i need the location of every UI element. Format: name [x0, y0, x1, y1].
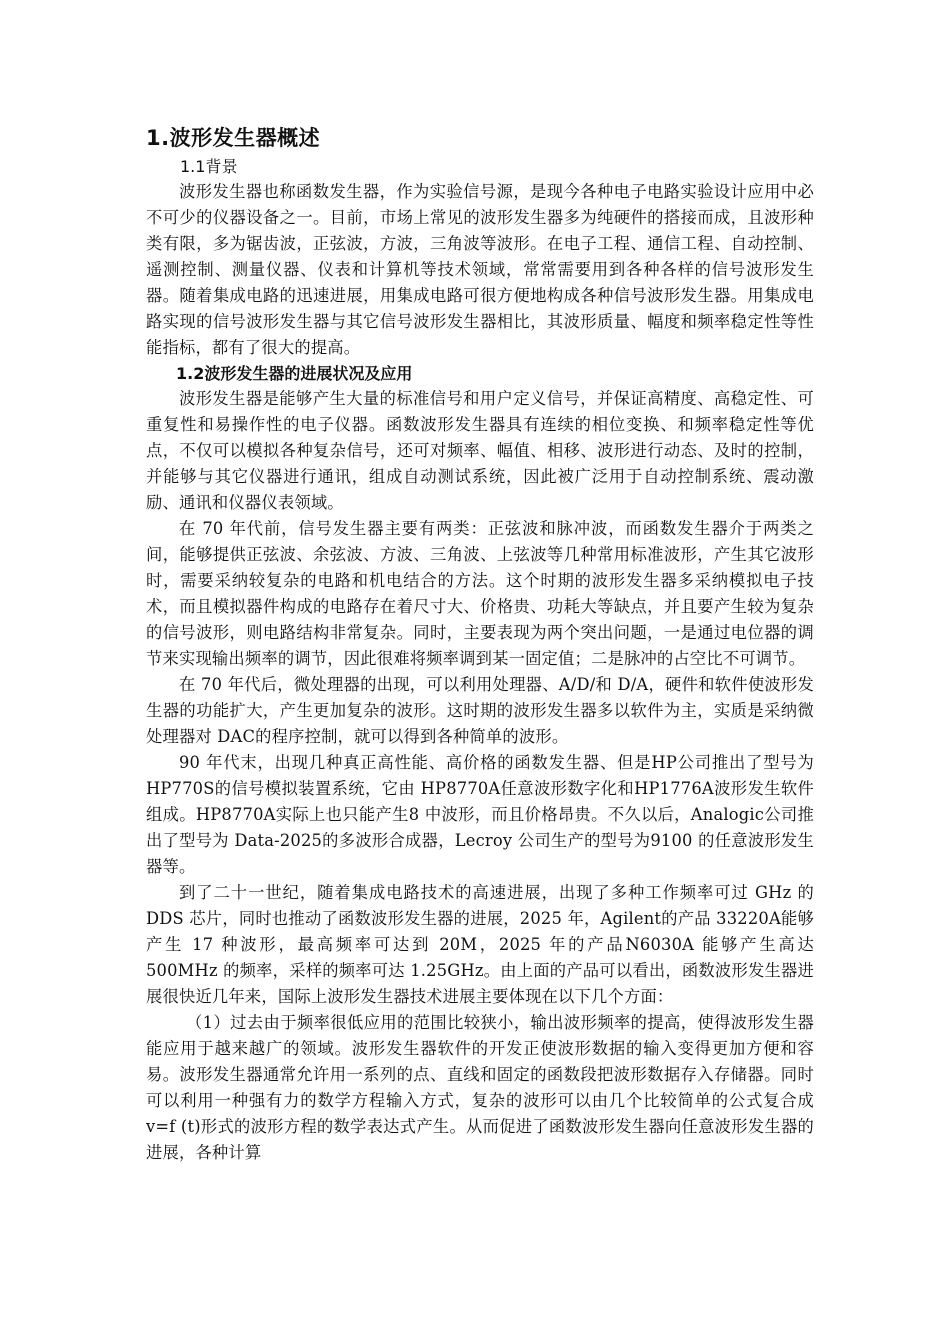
paragraph-21st-century: 到了二十一世纪，随着集成电路技术的高速进展，出现了多种工作频率可过 GHz 的DDS 芯片，同时也推动了函数波形发生器的进展，2025 年，Agilent的产品 33220A能够产生 17 种波形，最高频率可达到 20M，2025 年的产品N6030A 能够产生高达 500MHz 的频率，采样的频率可达 1.25GHz。由上面的产品可以看出，函数波形发生器进展很快近几年来，国际上波形发生器技术进展主要体现在以下几个方面： [146, 883, 814, 1006]
subsection-background-heading: 1.1背景 [180, 157, 238, 176]
paragraph-definition: 波形发生器是能够产生大量的标准信号和用户定义信号，并保证高精度、高稳定性、可重复性和易操作性的电子仪器。函数波形发生器具有连续的相位变换、和频率稳定性等优点，不仅可以模拟各种复杂信号，还可对频率、幅值、相移、波形进行动态、及时的控制，并能够与其它仪器进行通讯，组成自动测试系统，因此被广泛用于自动控制系统、震动激励、通讯和仪器仪表领域。 [146, 389, 814, 512]
paragraph-background: 波形发生器也称函数发生器，作为实验信号源，是现今各种电子电路实验设计应用中必不可少的仪器设备之一。目前，市场上常见的波形发生器多为纯硬件的搭接而成，且波形种类有限，多为锯齿波，正弦波，方波，三角波等波形。在电子工程、通信工程、自动控制、遥测控制、测量仪器、仪表和计算机等技术领域，常常需要用到各种各样的信号波形发生器。随着集成电路的迅速进展，用集成电路可很方便地构成各种信号波形发生器。用集成电路实现的信号波形发生器与其它信号波形发生器相比，其波形质量、幅度和频率稳定性等性能指标，都有了很大的提高。 [146, 182, 814, 357]
section-title: 1.波形发生器概述 [146, 126, 321, 150]
paragraph-70s-after: 在 70 年代后，微处理器的出现，可以利用处理器、A/D/和 D/A，硬件和软件使波形发生器的功能扩大，产生更加复杂的波形。这时期的波形发生器多以软件为主，实质是采纳微处理器对 DAC的程序控制，就可以得到各种简单的波形。 [146, 675, 814, 746]
document-page [146, 122, 814, 1166]
subsection-development-heading: 1.2波形发生器的进展状况及应用 [176, 364, 413, 383]
paragraph-70s-before: 在 70 年代前，信号发生器主要有两类：正弦波和脉冲波，而函数发生器介于两类之间，能够提供正弦波、余弦波、方波、三角波、上弦波等几种常用标准波形，产生其它波形时，需要采纳较复杂的电路和机电结合的方法。这个时期的波形发生器多采纳模拟电子技术，而且模拟器件构成的电路存在着尺寸大、价格贵、功耗大等缺点，并且要产生较为复杂的信号波形，则电路结构非常复杂。同时，主要表现为两个突出问题，一是通过电位器的调节来实现输出频率的调节，因此很难将频率调到某一固定值；二是脉冲的占空比不可调节。 [146, 519, 814, 668]
paragraph-item-1: （1）过去由于频率很低应用的范围比较狭小，输出波形频率的提高，使得波形发生器能应用于越来越广的领域。波形发生器软件的开发正使波形数据的输入变得更加方便和容易。波形发生器通常允许用一系列的点、直线和固定的函数段把波形数据存入存储器。同时可以利用一种强有力的数学方程输入方式，复杂的波形可以由几个比较简单的公式复合成 v=f (t)形式的波形方程的数学表达式产生。从而促进了函数波形发生器向任意波形发生器的进展，各种计算 [146, 1013, 814, 1162]
paragraph-90s: 90 年代末，出现几种真正高性能、高价格的函数发生器、但是HP公司推出了型号为 HP770S的信号模拟装置系统，它由 HP8770A任意波形数字化和HP1776A波形发生软件组成。HP8770A实际上也只能产生8 中波形，而且价格昂贵。不久以后，Analogic公司推出了型号为 Data-2025的多波形合成器，Lecroy 公司生产的型号为9100 的任意波形发生器等。 [146, 753, 814, 876]
